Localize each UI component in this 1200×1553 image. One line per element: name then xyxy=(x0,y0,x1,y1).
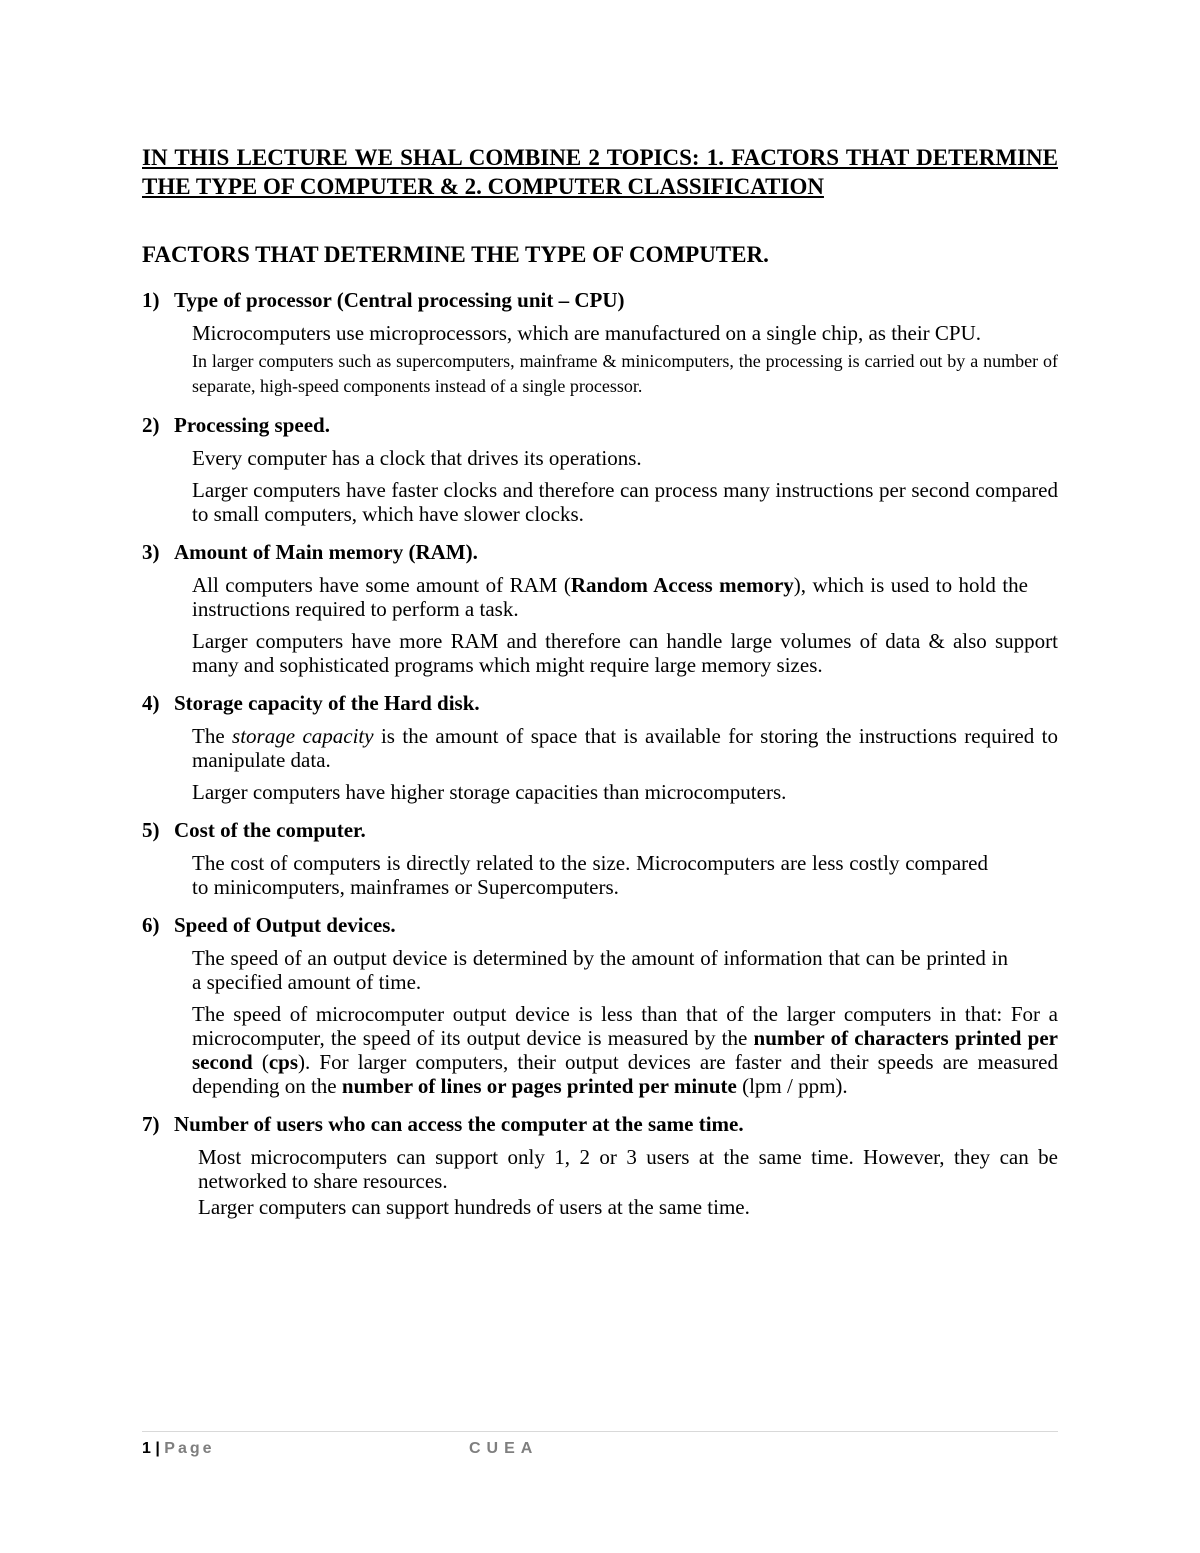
factor-paragraph: Larger computers have faster clocks and therefore can process many instructions per second compared to small computers, which have slower clocks. xyxy=(192,478,1058,526)
factor-number: 2) xyxy=(142,413,160,437)
factor-item xyxy=(142,690,1058,804)
factor-paragraph: The cost of computers is directly related to the size. Microcomputers are less costly compared to minicomputers, mainframes or Supercomputers. xyxy=(192,851,988,899)
factor-paragraph: Microcomputers use microprocessors, which are manufactured on a single chip, as their CPU. xyxy=(192,321,982,345)
page-footer xyxy=(142,1438,1058,1462)
bold-term: cps xyxy=(268,1050,299,1074)
factor-title-text: Processing speed. xyxy=(174,413,330,437)
factor-title xyxy=(142,690,1058,716)
factor-title-text: Storage capacity of the Hard disk. xyxy=(174,691,480,715)
text-run: ), which is used to hold the instructions required to perform a task. xyxy=(192,573,1028,621)
text-run: All computers have some amount of RAM ( xyxy=(192,573,571,597)
factor-paragraph xyxy=(192,573,1028,621)
factor-number: 7) xyxy=(142,1112,160,1136)
factor-item xyxy=(142,912,1058,1098)
footer-divider xyxy=(142,1431,1058,1432)
factor-title xyxy=(142,817,1058,843)
factor-number: 4) xyxy=(142,691,160,715)
bold-term: number of characters printed per second xyxy=(192,1026,1059,1074)
lecture-intro: IN THIS LECTURE WE SHAL COMBINE 2 TOPICS: 1. FACTORS THAT DETERMINE THE TYPE OF COMPUTER & 2. COMPUTER CLASSIFICATION xyxy=(142,145,1058,199)
text-run: The speed of microcomputer output device is less than that of the larger computers in that: For a microcomputer, the speed of its output device is measured by the xyxy=(192,1002,1058,1050)
factor-paragraph xyxy=(192,1002,1058,1098)
factor-paragraph: Every computer has a clock that drives its operations. xyxy=(192,446,642,470)
footer-separator: | xyxy=(150,1440,165,1457)
bold-term: Random Access memory xyxy=(570,573,794,597)
factor-paragraph: Larger computers have more RAM and therefore can handle large volumes of data & also support many and sophisticated programs which might require large memory sizes. xyxy=(192,629,1058,677)
factor-number: 1) xyxy=(142,288,160,312)
factor-paragraph: Most microcomputers can support only 1, 2 or 3 users at the same time. However, they can be networked to share resources. xyxy=(198,1145,1058,1193)
factor-title xyxy=(142,912,1058,938)
factor-title-text: Amount of Main memory (RAM). xyxy=(174,540,478,564)
page-label: Page xyxy=(164,1440,215,1457)
italic-term: storage capacity xyxy=(232,724,374,748)
factor-title xyxy=(142,412,1058,438)
factor-number: 5) xyxy=(142,818,160,842)
factor-title-text: Type of processor (Central processing unit – CPU) xyxy=(174,288,625,312)
text-run: ). For larger computers, their output devices are faster and their speeds are measured depending on the xyxy=(192,1050,1058,1098)
section-heading: FACTORS THAT DETERMINE THE TYPE OF COMPUTER. xyxy=(142,242,769,267)
bold-term: number of lines or pages printed per minute xyxy=(341,1074,737,1098)
factor-title-text: Cost of the computer. xyxy=(174,818,366,842)
factor-title xyxy=(142,539,1058,565)
page-content xyxy=(142,143,1058,1232)
factor-number: 3) xyxy=(142,540,160,564)
factor-number: 6) xyxy=(142,913,160,937)
factor-item xyxy=(142,539,1058,677)
organization-name: CUEA xyxy=(469,1440,539,1457)
text-run: ( xyxy=(252,1050,269,1074)
factor-title-text: Number of users who can access the computer at the same time. xyxy=(174,1112,744,1136)
factor-title-text: Speed of Output devices. xyxy=(174,913,396,937)
factor-item xyxy=(142,1111,1058,1219)
text-run: (lpm / ppm). xyxy=(736,1074,848,1098)
factor-item xyxy=(142,817,1058,899)
factor-paragraph: The speed of an output device is determined by the amount of information that can be printed in a specified amount of time. xyxy=(192,946,1008,994)
text-run: The xyxy=(192,724,233,748)
factor-title xyxy=(142,1111,1058,1137)
page-number: 1 xyxy=(142,1440,151,1457)
factor-paragraph: Larger computers have higher storage capacities than microcomputers. xyxy=(192,780,787,804)
text-run: is the amount of space that is available for storing the instructions required to manipulate data. xyxy=(192,724,1058,772)
factor-paragraph: Larger computers can support hundreds of users at the same time. xyxy=(198,1195,750,1219)
factor-title xyxy=(142,287,1058,313)
factor-item xyxy=(142,412,1058,526)
factor-paragraph xyxy=(192,724,1058,772)
factor-item xyxy=(142,287,1058,399)
factor-paragraph: In larger computers such as supercomputers, mainframe & minicomputers, the processing is carried out by a number of separate, high-speed components instead of a single processor. xyxy=(192,351,1058,396)
